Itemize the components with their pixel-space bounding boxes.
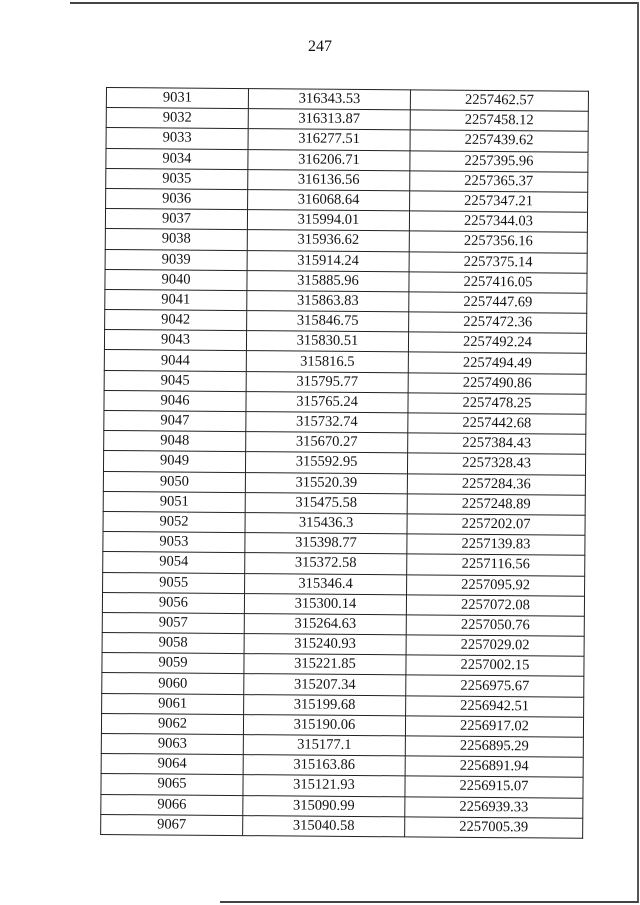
point-id-cell: 9034 [106,148,248,169]
point-id-cell: 9064 [101,754,243,775]
x-coordinate-cell: 315520.39 [245,472,407,493]
scan-edge-top [70,2,638,4]
point-id-cell: 9037 [105,209,247,230]
point-id-cell: 9054 [103,552,245,573]
y-coordinate-cell: 2257284.36 [407,473,585,495]
point-id-cell: 9059 [102,653,244,674]
x-coordinate-cell: 315121.93 [243,775,405,796]
x-coordinate-cell: 315994.01 [247,210,409,231]
x-coordinate-cell: 316343.53 [248,89,410,110]
point-id-cell: 9053 [103,532,245,553]
table-row [101,814,583,838]
point-id-cell: 9048 [104,431,246,452]
coordinate-table [100,87,589,839]
x-coordinate-cell: 315885.96 [247,270,409,291]
x-coordinate-cell: 315863.83 [247,290,409,311]
x-coordinate-cell: 316068.64 [248,190,410,211]
x-coordinate-cell: 315040.58 [243,815,405,836]
y-coordinate-cell: 2257365.37 [410,171,588,193]
x-coordinate-cell: 315830.51 [246,331,408,352]
x-coordinate-cell: 316313.87 [248,109,410,130]
point-id-cell: 9060 [102,673,244,694]
y-coordinate-cell: 2257347.21 [410,191,588,213]
y-coordinate-cell: 2256975.67 [406,675,584,697]
x-coordinate-cell: 315398.77 [245,533,407,554]
point-id-cell: 9065 [101,774,243,795]
x-coordinate-cell: 315436.3 [245,513,407,534]
x-coordinate-cell: 315846.75 [247,311,409,332]
y-coordinate-cell: 2256891.94 [405,756,583,778]
point-id-cell: 9038 [105,229,247,250]
x-coordinate-cell: 315592.95 [245,452,407,473]
x-coordinate-cell: 315300.14 [244,593,406,614]
y-coordinate-cell: 2257116.56 [407,554,585,576]
y-coordinate-cell: 2256942.51 [406,695,584,717]
point-id-cell: 9062 [101,713,243,734]
y-coordinate-cell: 2257458.12 [410,110,588,132]
x-coordinate-cell: 315670.27 [246,432,408,453]
point-id-cell: 9035 [106,168,248,189]
y-coordinate-cell: 2257447.69 [409,292,587,314]
point-id-cell: 9046 [104,390,246,411]
point-id-cell: 9033 [106,128,248,149]
y-coordinate-cell: 2257478.25 [408,393,586,415]
x-coordinate-cell: 315177.1 [243,735,405,756]
x-coordinate-cell: 315190.06 [243,714,405,735]
point-id-cell: 9050 [103,471,245,492]
x-coordinate-cell: 316277.51 [248,129,410,150]
x-coordinate-cell: 315264.63 [244,613,406,634]
y-coordinate-cell: 2257072.08 [406,595,584,617]
y-coordinate-cell: 2257439.62 [410,130,588,152]
y-coordinate-cell: 2256939.33 [405,796,583,818]
x-coordinate-cell: 315207.34 [244,674,406,695]
x-coordinate-cell: 315765.24 [246,391,408,412]
page-number: 247 [308,38,332,55]
x-coordinate-cell: 315346.4 [245,573,407,594]
y-coordinate-cell: 2257050.76 [406,615,584,637]
y-coordinate-cell: 2257472.36 [409,312,587,334]
x-coordinate-cell: 315199.68 [244,694,406,715]
point-id-cell: 9057 [102,612,244,633]
y-coordinate-cell: 2257494.49 [408,352,586,374]
point-id-cell: 9032 [106,108,248,129]
y-coordinate-cell: 2257375.14 [409,251,587,273]
y-coordinate-cell: 2256915.07 [405,776,583,798]
x-coordinate-cell: 315163.86 [243,755,405,776]
point-id-cell: 9045 [104,370,246,391]
x-coordinate-cell: 316136.56 [248,169,410,190]
x-coordinate-cell: 315475.58 [245,492,407,513]
y-coordinate-cell: 2256917.02 [405,716,583,738]
x-coordinate-cell: 315240.93 [244,634,406,655]
x-coordinate-cell: 316206.71 [248,149,410,170]
point-id-cell: 9042 [105,310,247,331]
y-coordinate-cell: 2257095.92 [407,574,585,596]
y-coordinate-cell: 2257442.68 [408,413,586,435]
x-coordinate-cell: 315732.74 [246,412,408,433]
y-coordinate-cell: 2257328.43 [407,453,585,475]
point-id-cell: 9043 [104,330,246,351]
point-id-cell: 9039 [105,249,247,270]
coordinate-table-body [101,88,589,839]
point-id-cell: 9051 [103,491,245,512]
x-coordinate-cell: 315816.5 [246,351,408,372]
y-coordinate-cell: 2257029.02 [406,635,584,657]
y-coordinate-cell: 2257462.57 [410,90,588,112]
point-id-cell: 9047 [104,410,246,431]
point-id-cell: 9055 [103,572,245,593]
scan-edge-right [637,2,639,903]
point-id-cell: 9040 [105,269,247,290]
y-coordinate-cell: 2257395.96 [410,150,588,172]
point-id-cell: 9036 [106,188,248,209]
x-coordinate-cell: 315372.58 [245,553,407,574]
point-id-cell: 9063 [101,733,243,754]
x-coordinate-cell: 315936.62 [247,230,409,251]
x-coordinate-cell: 315090.99 [243,795,405,816]
point-id-cell: 9056 [102,592,244,613]
y-coordinate-cell: 2257416.05 [409,272,587,294]
y-coordinate-cell: 2257490.86 [408,373,586,395]
y-coordinate-cell: 2257356.16 [409,231,587,253]
point-id-cell: 9066 [101,794,243,815]
y-coordinate-cell: 2256895.29 [405,736,583,758]
point-id-cell: 9049 [103,451,245,472]
scan-edge-bottom [220,901,638,903]
y-coordinate-cell: 2257248.89 [407,494,585,516]
x-coordinate-cell: 315795.77 [246,371,408,392]
x-coordinate-cell: 315221.85 [244,654,406,675]
point-id-cell: 9052 [103,511,245,532]
y-coordinate-cell: 2257344.03 [409,211,587,233]
point-id-cell: 9067 [101,814,243,835]
point-id-cell: 9041 [105,289,247,310]
y-coordinate-cell: 2257139.83 [407,534,585,556]
y-coordinate-cell: 2257202.07 [407,514,585,536]
point-id-cell: 9044 [104,350,246,371]
point-id-cell: 9031 [106,88,248,109]
y-coordinate-cell: 2257005.39 [405,817,583,839]
y-coordinate-cell: 2257384.43 [408,433,586,455]
point-id-cell: 9061 [102,693,244,714]
y-coordinate-cell: 2257002.15 [406,655,584,677]
y-coordinate-cell: 2257492.24 [408,332,586,354]
point-id-cell: 9058 [102,633,244,654]
x-coordinate-cell: 315914.24 [247,250,409,271]
